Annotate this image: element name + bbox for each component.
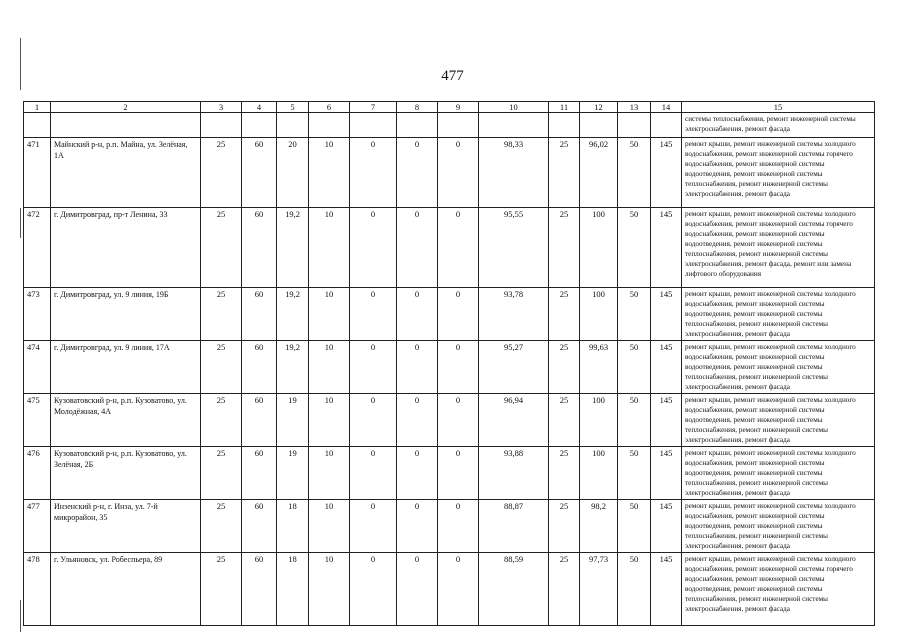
continuation-cell	[618, 113, 651, 138]
row-works: ремонт крыши, ремонт инженерной системы холодного водоснабжения, ремонт инженерной системы водоотведения, ремонт инженерной системы теплоснабжения, ремонт инженерной системы электроснабжения, ремонт фасада	[682, 341, 875, 394]
row-col-10: 95,55	[479, 208, 549, 288]
continuation-cell	[350, 113, 397, 138]
row-col-13: 50	[618, 447, 651, 500]
row-col-11: 25	[549, 138, 580, 208]
row-col-9: 0	[438, 394, 479, 447]
row-col-11: 25	[549, 447, 580, 500]
row-col-8: 0	[397, 138, 438, 208]
row-col-10: 93,88	[479, 447, 549, 500]
row-col-7: 0	[350, 553, 397, 626]
row-address: г. Димитровград, ул. 9 линия, 19Б	[51, 288, 201, 341]
row-col-11: 25	[549, 500, 580, 553]
row-col-6: 10	[309, 288, 350, 341]
table-row	[24, 447, 875, 500]
row-col-8: 0	[397, 394, 438, 447]
row-col-6: 10	[309, 341, 350, 394]
row-col-3: 25	[201, 447, 242, 500]
row-col-12: 100	[580, 394, 618, 447]
row-col-12: 96,02	[580, 138, 618, 208]
continuation-cell	[397, 113, 438, 138]
header-col-2: 2	[51, 102, 201, 113]
row-number: 473	[24, 288, 51, 341]
row-col-12: 100	[580, 447, 618, 500]
row-col-6: 10	[309, 394, 350, 447]
row-address: Инзенский р-н, г. Инза, ул. 7-й микрорайон, 35	[51, 500, 201, 553]
row-col-10: 88,59	[479, 553, 549, 626]
row-col-7: 0	[350, 447, 397, 500]
header-col-7: 7	[350, 102, 397, 113]
header-col-9: 9	[438, 102, 479, 113]
header-col-10: 10	[479, 102, 549, 113]
row-col-10: 88,87	[479, 500, 549, 553]
header-col-4: 4	[242, 102, 277, 113]
row-col-8: 0	[397, 341, 438, 394]
row-col-12: 100	[580, 208, 618, 288]
row-col-14: 145	[651, 500, 682, 553]
row-col-6: 10	[309, 138, 350, 208]
row-col-11: 25	[549, 288, 580, 341]
row-col-10: 93,78	[479, 288, 549, 341]
row-col-4: 60	[242, 447, 277, 500]
binding-mark-middle	[20, 208, 21, 238]
row-col-10: 98,33	[479, 138, 549, 208]
header-col-14: 14	[651, 102, 682, 113]
row-col-4: 60	[242, 553, 277, 626]
continuation-cell	[479, 113, 549, 138]
row-col-9: 0	[438, 500, 479, 553]
row-col-12: 100	[580, 288, 618, 341]
row-works: ремонт крыши, ремонт инженерной системы холодного водоснабжения, ремонт инженерной системы горячего водоснабжения, ремонт инженерной системы водоотведения, ремонт инженерной системы теплоснабжения, ремонт инженерной системы электроснабжения, ремонт фасада, ремонт или замена лифтового оборудования	[682, 208, 875, 288]
row-col-5: 19,2	[277, 208, 309, 288]
row-col-8: 0	[397, 208, 438, 288]
row-col-7: 0	[350, 208, 397, 288]
table-row	[24, 553, 875, 626]
row-number: 471	[24, 138, 51, 208]
row-col-14: 145	[651, 553, 682, 626]
row-col-9: 0	[438, 138, 479, 208]
row-col-14: 145	[651, 394, 682, 447]
row-col-9: 0	[438, 553, 479, 626]
table-row	[24, 208, 875, 288]
continuation-cell	[580, 113, 618, 138]
header-col-11: 11	[549, 102, 580, 113]
row-col-14: 145	[651, 341, 682, 394]
row-number: 478	[24, 553, 51, 626]
row-col-8: 0	[397, 500, 438, 553]
row-col-14: 145	[651, 208, 682, 288]
continuation-row	[24, 113, 875, 138]
row-col-7: 0	[350, 500, 397, 553]
table-row	[24, 500, 875, 553]
row-col-4: 60	[242, 138, 277, 208]
row-col-10: 95,27	[479, 341, 549, 394]
continuation-cell	[277, 113, 309, 138]
header-col-6: 6	[309, 102, 350, 113]
page-number: 477	[441, 68, 464, 84]
row-col-13: 50	[618, 341, 651, 394]
row-address: г. Ульяновск, ул. Робеспьера, 89	[51, 553, 201, 626]
row-col-5: 18	[277, 553, 309, 626]
row-col-6: 10	[309, 553, 350, 626]
row-works: ремонт крыши, ремонт инженерной системы холодного водоснабжения, ремонт инженерной системы водоотведения, ремонт инженерной системы теплоснабжения, ремонт инженерной системы электроснабжения, ремонт фасада	[682, 394, 875, 447]
row-col-5: 20	[277, 138, 309, 208]
row-col-14: 145	[651, 447, 682, 500]
row-works: ремонт крыши, ремонт инженерной системы холодного водоснабжения, ремонт инженерной системы водоотведения, ремонт инженерной системы теплоснабжения, ремонт инженерной системы электроснабжения, ремонт фасада	[682, 288, 875, 341]
row-col-7: 0	[350, 288, 397, 341]
row-col-5: 19,2	[277, 288, 309, 341]
row-number: 474	[24, 341, 51, 394]
header-row	[24, 102, 875, 113]
repair-registry-table	[23, 101, 875, 626]
row-works: ремонт крыши, ремонт инженерной системы холодного водоснабжения, ремонт инженерной системы горячего водоснабжения, ремонт инженерной системы водоотведения, ремонт инженерной системы теплоснабжения, ремонт инженерной системы электроснабжения, ремонт фасада	[682, 138, 875, 208]
header-col-5: 5	[277, 102, 309, 113]
row-col-4: 60	[242, 394, 277, 447]
row-col-9: 0	[438, 341, 479, 394]
row-col-4: 60	[242, 288, 277, 341]
header-col-12: 12	[580, 102, 618, 113]
row-col-9: 0	[438, 288, 479, 341]
row-address: Кузоватовский р-н, р.п. Кузоватово, ул. Зелёная, 2Б	[51, 447, 201, 500]
binding-mark-bottom	[20, 600, 21, 632]
table-row	[24, 394, 875, 447]
row-col-4: 60	[242, 208, 277, 288]
row-col-8: 0	[397, 288, 438, 341]
header-col-1: 1	[24, 102, 51, 113]
header-col-13: 13	[618, 102, 651, 113]
row-col-8: 0	[397, 553, 438, 626]
table-row	[24, 288, 875, 341]
row-col-12: 99,63	[580, 341, 618, 394]
continuation-cell	[201, 113, 242, 138]
row-col-5: 19,2	[277, 341, 309, 394]
header-col-3: 3	[201, 102, 242, 113]
table-row	[24, 341, 875, 394]
row-col-6: 10	[309, 447, 350, 500]
row-col-14: 145	[651, 288, 682, 341]
row-col-3: 25	[201, 553, 242, 626]
row-address: Кузоватовский р-н, р.п. Кузоватово, ул. Молодёжная, 4А	[51, 394, 201, 447]
table-row	[24, 138, 875, 208]
row-col-3: 25	[201, 138, 242, 208]
header-col-8: 8	[397, 102, 438, 113]
row-works: ремонт крыши, ремонт инженерной системы холодного водоснабжения, ремонт инженерной системы водоотведения, ремонт инженерной системы теплоснабжения, ремонт инженерной системы электроснабжения, ремонт фасада	[682, 500, 875, 553]
row-col-11: 25	[549, 341, 580, 394]
row-number: 476	[24, 447, 51, 500]
row-col-5: 19	[277, 394, 309, 447]
row-col-9: 0	[438, 208, 479, 288]
row-col-12: 98,2	[580, 500, 618, 553]
row-col-13: 50	[618, 500, 651, 553]
row-col-12: 97,73	[580, 553, 618, 626]
row-col-14: 145	[651, 138, 682, 208]
row-col-11: 25	[549, 553, 580, 626]
row-address: г. Димитровград, ул. 9 линия, 17А	[51, 341, 201, 394]
row-col-13: 50	[618, 138, 651, 208]
row-col-5: 19	[277, 447, 309, 500]
continuation-cell	[651, 113, 682, 138]
row-col-9: 0	[438, 447, 479, 500]
continuation-cell	[51, 113, 201, 138]
row-col-7: 0	[350, 341, 397, 394]
row-col-6: 10	[309, 500, 350, 553]
continuation-cell	[242, 113, 277, 138]
continuation-cell	[24, 113, 51, 138]
row-address: Майнский р-н, р.п. Майна, ул. Зелёная, 1А	[51, 138, 201, 208]
row-col-3: 25	[201, 288, 242, 341]
row-col-3: 25	[201, 394, 242, 447]
row-col-13: 50	[618, 553, 651, 626]
continuation-cell	[549, 113, 580, 138]
row-works: ремонт крыши, ремонт инженерной системы холодного водоснабжения, ремонт инженерной системы водоотведения, ремонт инженерной системы теплоснабжения, ремонт инженерной системы электроснабжения, ремонт фасада	[682, 447, 875, 500]
row-col-11: 25	[549, 208, 580, 288]
row-works: ремонт крыши, ремонт инженерной системы холодного водоснабжения, ремонт инженерной системы горячего водоснабжения, ремонт инженерной системы водоотведения, ремонт инженерной системы теплоснабжения, ремонт инженерной системы электроснабжения, ремонт фасада	[682, 553, 875, 626]
continuation-cell	[309, 113, 350, 138]
row-col-6: 10	[309, 208, 350, 288]
header-col-15: 15	[682, 102, 875, 113]
row-col-13: 50	[618, 208, 651, 288]
row-col-5: 18	[277, 500, 309, 553]
row-col-8: 0	[397, 447, 438, 500]
row-col-13: 50	[618, 288, 651, 341]
row-col-3: 25	[201, 341, 242, 394]
row-col-10: 96,94	[479, 394, 549, 447]
row-col-3: 25	[201, 500, 242, 553]
row-col-7: 0	[350, 138, 397, 208]
row-col-7: 0	[350, 394, 397, 447]
row-col-13: 50	[618, 394, 651, 447]
continuation-works: системы теплоснабжения, ремонт инженерной системы электроснабжения, ремонт фасада	[682, 113, 875, 138]
row-col-3: 25	[201, 208, 242, 288]
row-col-4: 60	[242, 341, 277, 394]
row-col-4: 60	[242, 500, 277, 553]
continuation-cell	[438, 113, 479, 138]
row-address: г. Димитровград, пр-т Ленина, 33	[51, 208, 201, 288]
row-number: 477	[24, 500, 51, 553]
row-number: 472	[24, 208, 51, 288]
row-number: 475	[24, 394, 51, 447]
row-col-11: 25	[549, 394, 580, 447]
